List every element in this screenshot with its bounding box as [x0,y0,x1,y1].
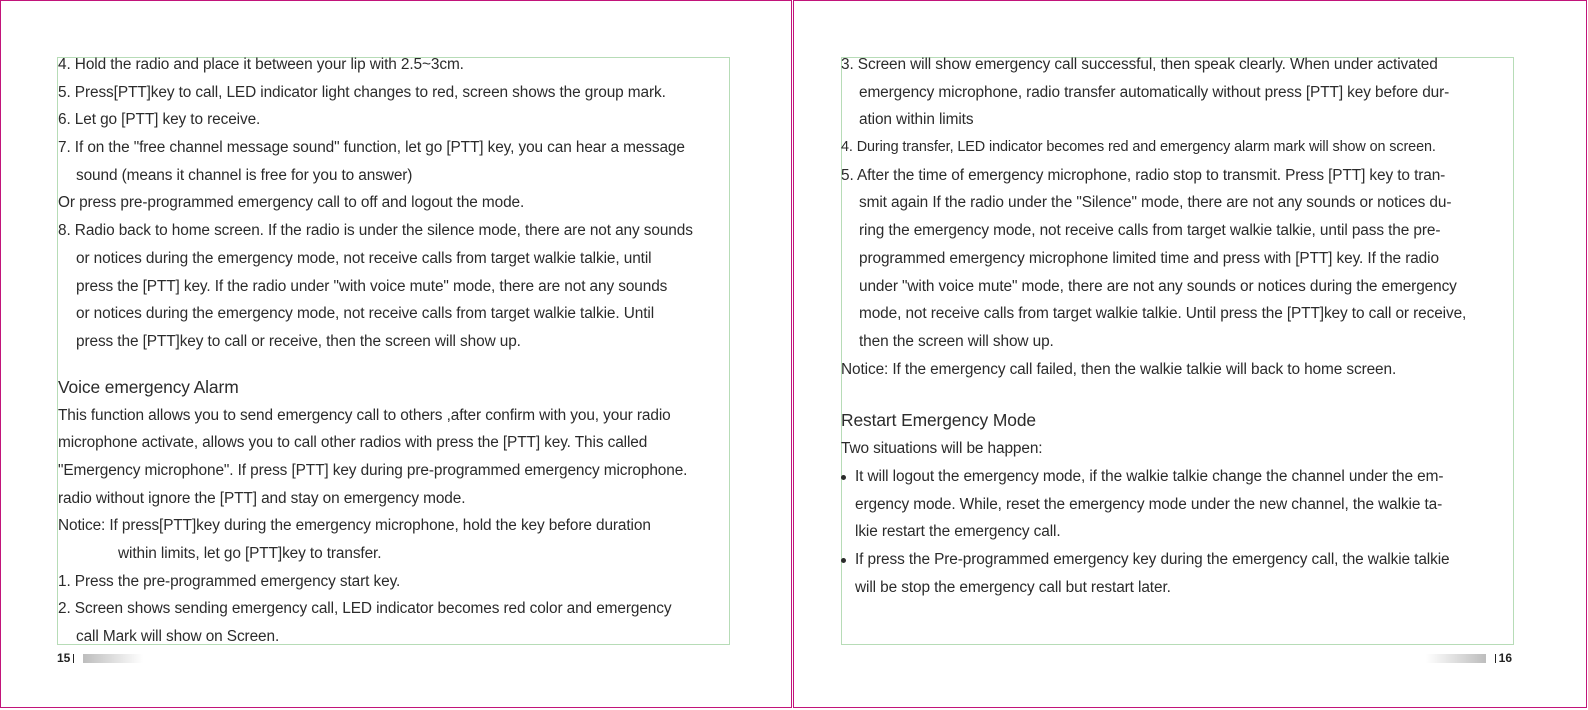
text-line: 8. Radio back to home screen. If the radio is under the silence mode, there are not any sounds [58,222,693,240]
text-line: 5. After the time of emergency microphone, radio stop to transmit. Press [PTT] key to tran- [841,166,1446,184]
text-line: Or press pre-programmed emergency call to off and logout the mode. [58,194,525,212]
bullet-item [841,463,1531,546]
page-number: 15 [57,651,71,665]
section-heading-voice-emergency-alarm: Voice emergency Alarm [58,376,239,397]
text-line: emergency microphone, radio transfer automatically without press [PTT] key before dur- [859,83,1450,101]
instruction-list [58,51,738,356]
text-line: press the [PTT] key. If the radio under "with voice mute" mode, there are not any sounds [76,277,668,295]
text-line: press the [PTT]key to call or receive, then the screen will show up. [76,332,521,350]
text-line: radio without ignore the [PTT] and stay on emergency mode. [58,489,466,507]
text-line: "Emergency microphone". If press [PTT] key during pre-programmed emergency microphone. [58,461,688,479]
text-line: sound (means it channel is free for you to answer) [76,166,413,184]
text-line: 1. Press the pre-programmed emergency start key. [58,572,401,590]
page-number: 16 [1498,651,1512,665]
text-line: 4. During transfer, LED indicator becomes red and emergency alarm mark will show on screen. [841,139,1436,156]
text-line: This function allows you to send emergency call to others ,after confirm with you, your radio [58,406,671,424]
right-page [793,0,1587,708]
text-line: 4. Hold the radio and place it between your lip with 2.5~3cm. [58,56,464,73]
footer-divider [1495,654,1496,663]
text-line: Notice: If the emergency call failed, then the walkie talkie will back to home screen. [841,360,1397,378]
text-line: Notice: If press[PTT]key during the emergency microphone, hold the key before duration [58,517,651,535]
text-line: within limits, let go [PTT]key to transfer. [118,545,382,562]
text-line: smit again If the radio under the "Silence" mode, there are not any sounds or notices du- [859,194,1452,212]
footer-gradient-bar [83,654,143,663]
bullet-list [841,463,1531,601]
text-line: ring the emergency mode, not receive calls from target walkie talkie, until pass the pre- [859,222,1441,240]
text-line: or notices during the emergency mode, not receive calls from target walkie talkie, until [76,249,652,267]
bullet-line: lkie restart the emergency call. [855,523,1061,541]
text-line: programmed emergency microphone limited time and press with [PTT] key. If the radio [859,249,1439,267]
page-footer [57,651,143,665]
bullet-line: will be stop the emergency call but restart later. [855,578,1171,596]
text-line: microphone activate, allows you to call other radios with press the [PTT] key. This called [58,434,648,452]
text-line: mode, not receive calls from target walkie talkie. Until press the [PTT]key to call or receive, [859,305,1467,323]
right-page-text [841,51,1531,601]
text-line: ation within limits [859,111,974,129]
bullet-line: It will logout the emergency mode, if the walkie talkie change the channel under the em- [855,467,1444,485]
bullet-item [841,546,1531,601]
text-line: 5. Press[PTT]key to call, LED indicator light changes to red, screen shows the group mark. [58,83,666,101]
footer-divider [73,654,74,663]
text-line: or notices during the emergency mode, not receive calls from target walkie talkie. Until [76,305,655,323]
section-body [58,402,738,651]
bullet-line: If press the Pre-programmed emergency key during the emergency call, the walkie talkie [855,551,1450,568]
left-page [0,0,792,708]
instruction-list [841,51,1531,383]
bullet-dot-icon [841,558,846,563]
text-line: 2. Screen shows sending emergency call, LED indicator becomes red color and emergency [58,600,672,618]
text-line: 3. Screen will show emergency call successful, then speak clearly. When under activated [841,56,1438,73]
text-line: call Mark will show on Screen. [76,628,280,646]
bullet-dot-icon [841,475,846,480]
text-line: under "with voice mute" mode, there are not any sounds or notices during the emergency [859,277,1457,295]
text-line: 7. If on the "free channel message sound" function, let go [PTT] key, you can hear a message [58,139,685,157]
left-page-text [58,51,738,651]
section-intro: Two situations will be happen: [841,440,1043,458]
text-line: then the screen will show up. [859,332,1054,350]
footer-gradient-bar [1426,654,1486,663]
bullet-line: ergency mode. While, reset the emergency mode under the new channel, the walkie ta- [855,495,1443,513]
text-line: 6. Let go [PTT] key to receive. [58,111,261,129]
section-heading-restart-emergency-mode: Restart Emergency Mode [841,410,1036,431]
page-footer [1426,651,1512,665]
